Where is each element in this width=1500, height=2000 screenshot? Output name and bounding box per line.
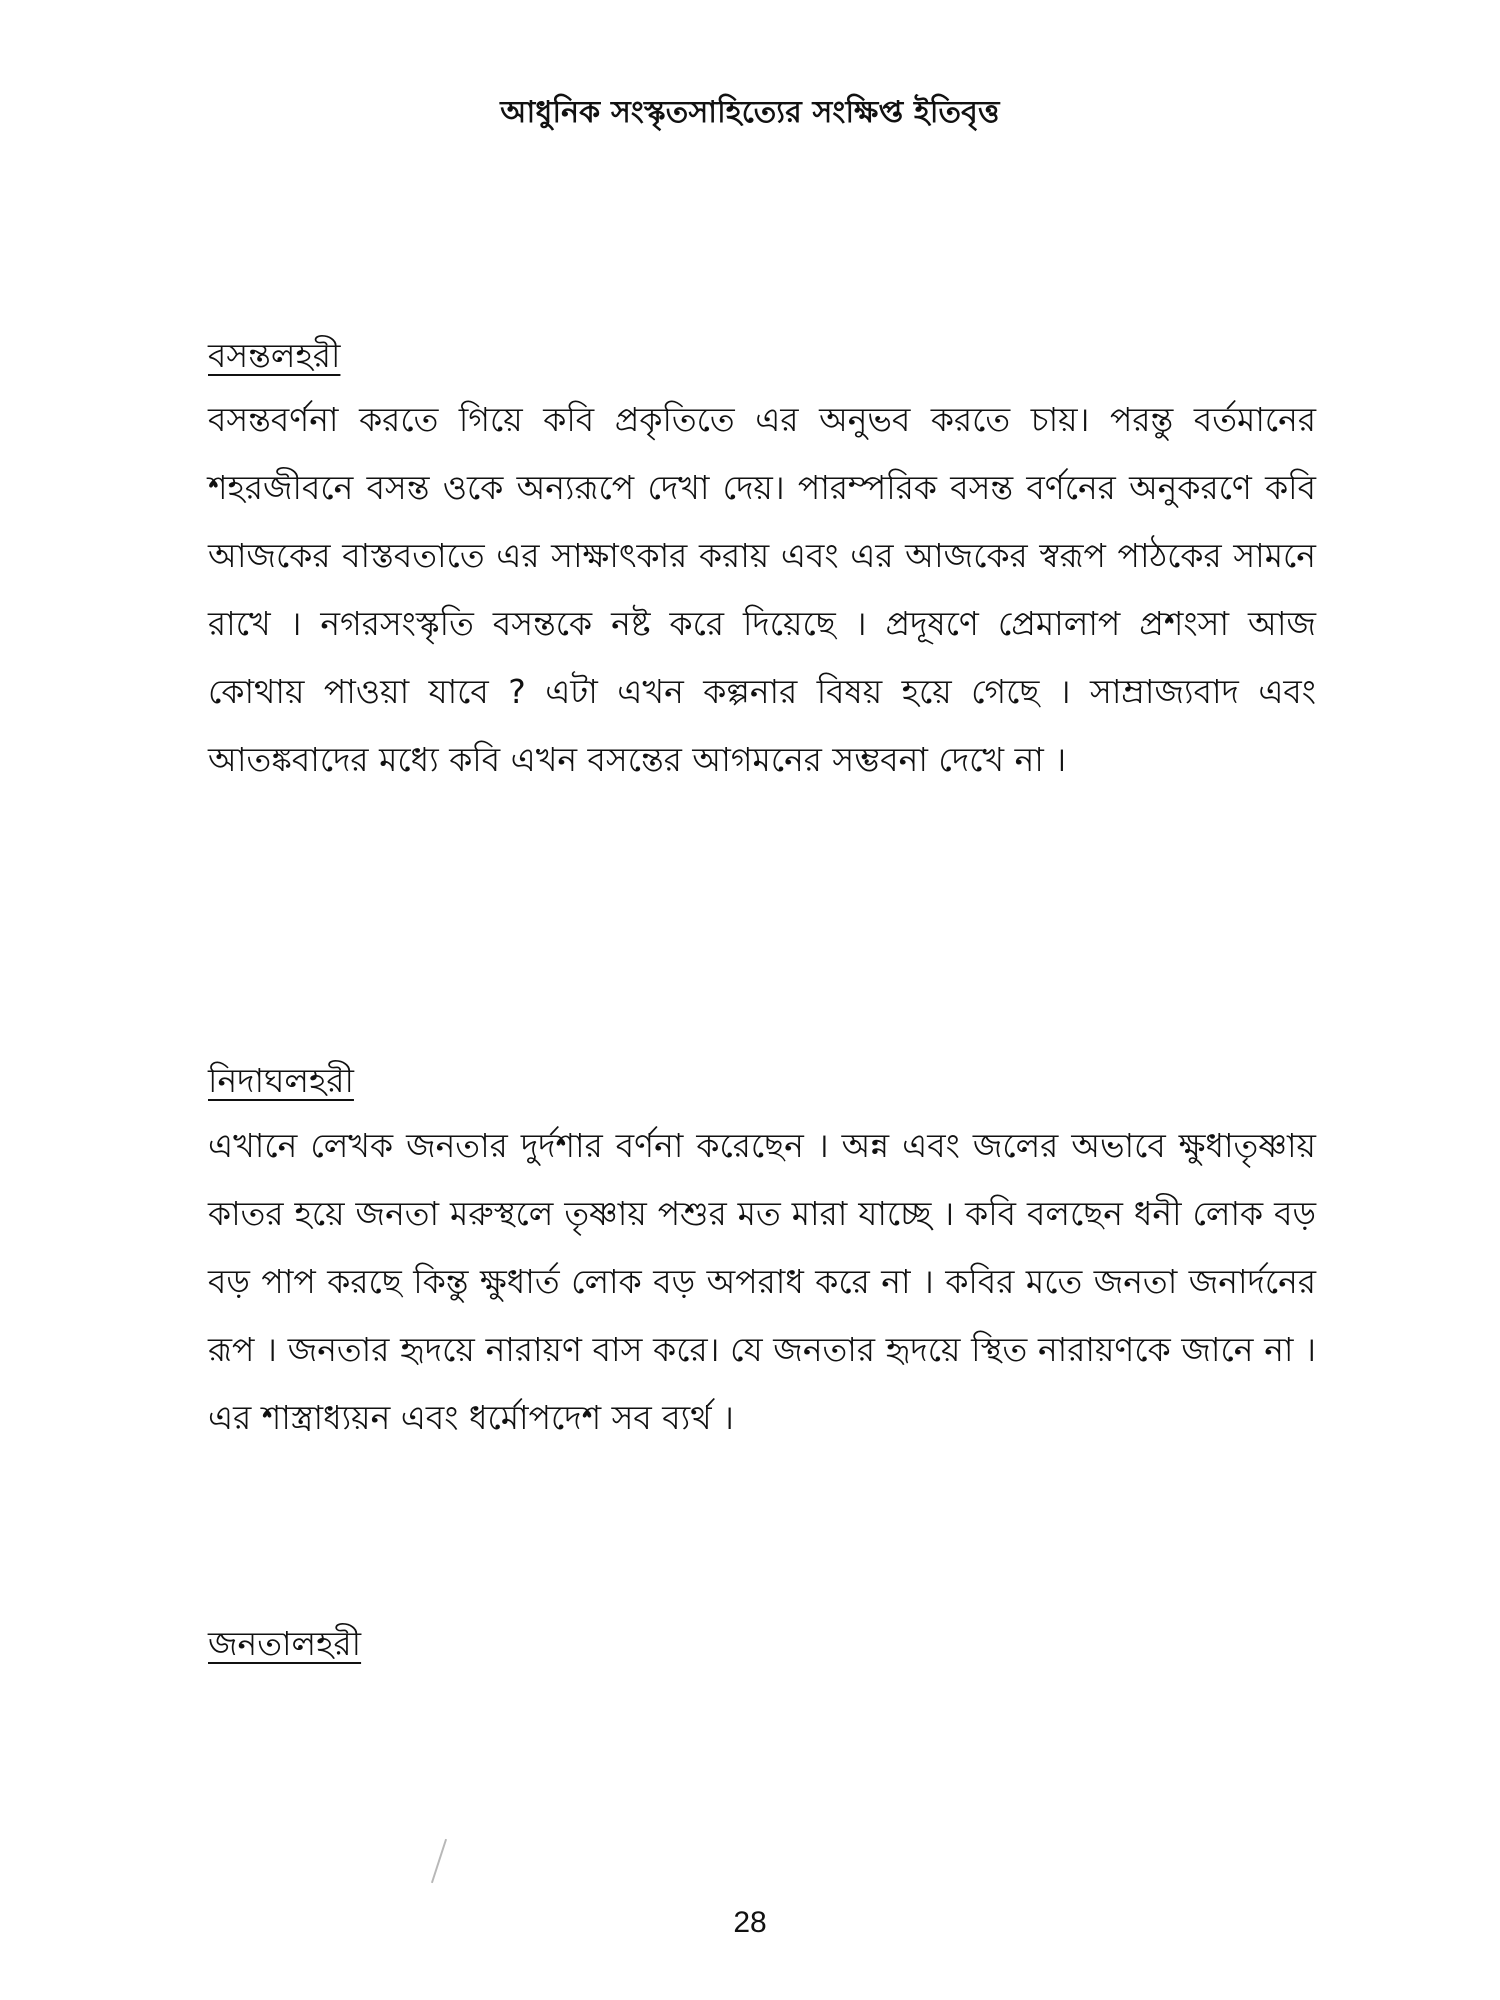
running-header-title: আধুনিক সংস্কৃতসাহিত্যের সংক্ষিপ্ত ইতিবৃত্ত bbox=[500, 95, 1000, 130]
page-number: 28 bbox=[733, 1906, 767, 1939]
section-heading-janatalahari: জনতালহরী bbox=[208, 1624, 362, 1663]
section-heading-nidaghalahari: নিদাঘলহরী bbox=[208, 1061, 354, 1100]
section-paragraph-nidaghalahari: এখানে লেখক জনতার দুর্দশার বর্ণনা করেছেন । অন্ন এবং জলের অভাবে ক্ষুধাতৃষ্ণায় কাতর হয়ে জনতা মরুস্থলে তৃষ্ণায় পশুর মত মারা যাচ্ছে । কবি বলছেন ধনী লোক বড় বড় পাপ করছে কিন্তু ক্ষুধার্ত লোক বড় অপরাধ করে না । কবির মতে জনতা জনার্দনের রূপ । জনতার হৃদয়ে নারায়ণ বাস করে। যে জনতার হৃদয়ে স্থিত নারায়ণকে জানে না । এর শাস্ত্রাধ্যয়ন এবং ধর্মোপদেশ সব ব্যর্থ । bbox=[208, 1126, 1316, 1437]
stray-pen-mark bbox=[431, 1839, 447, 1883]
section-paragraph-basantalahari: বসন্তবর্ণনা করতে গিয়ে কবি প্রকৃতিতে এর অনুভব করতে চায়। পরন্তু বর্তমানের শহরজীবনে বসন্ত ওকে অন্যরূপে দেখা দেয়। পারম্পরিক বসন্ত বর্ণনের অনুকরণে কবি আজকের বাস্তবতাতে এর সাক্ষাৎকার করায় এবং এর আজকের স্বরূপ পাঠকের সামনে রাখে । নগরসংস্কৃতি বসন্তকে নষ্ট করে দিয়েছে । প্রদূষণে প্রেমালাপ প্রশংসা আজ কোথায় পাওয়া যাবে ? এটা এখন কল্পনার বিষয় হয়ে গেছে । সাম্রাজ্যবাদ এবং আতঙ্কবাদের মধ্যে কবি এখন বসন্তের আগমনের সম্ভবনা দেখে না । bbox=[208, 400, 1316, 779]
section-heading-basantalahari: বসন্তলহরী bbox=[208, 336, 341, 375]
